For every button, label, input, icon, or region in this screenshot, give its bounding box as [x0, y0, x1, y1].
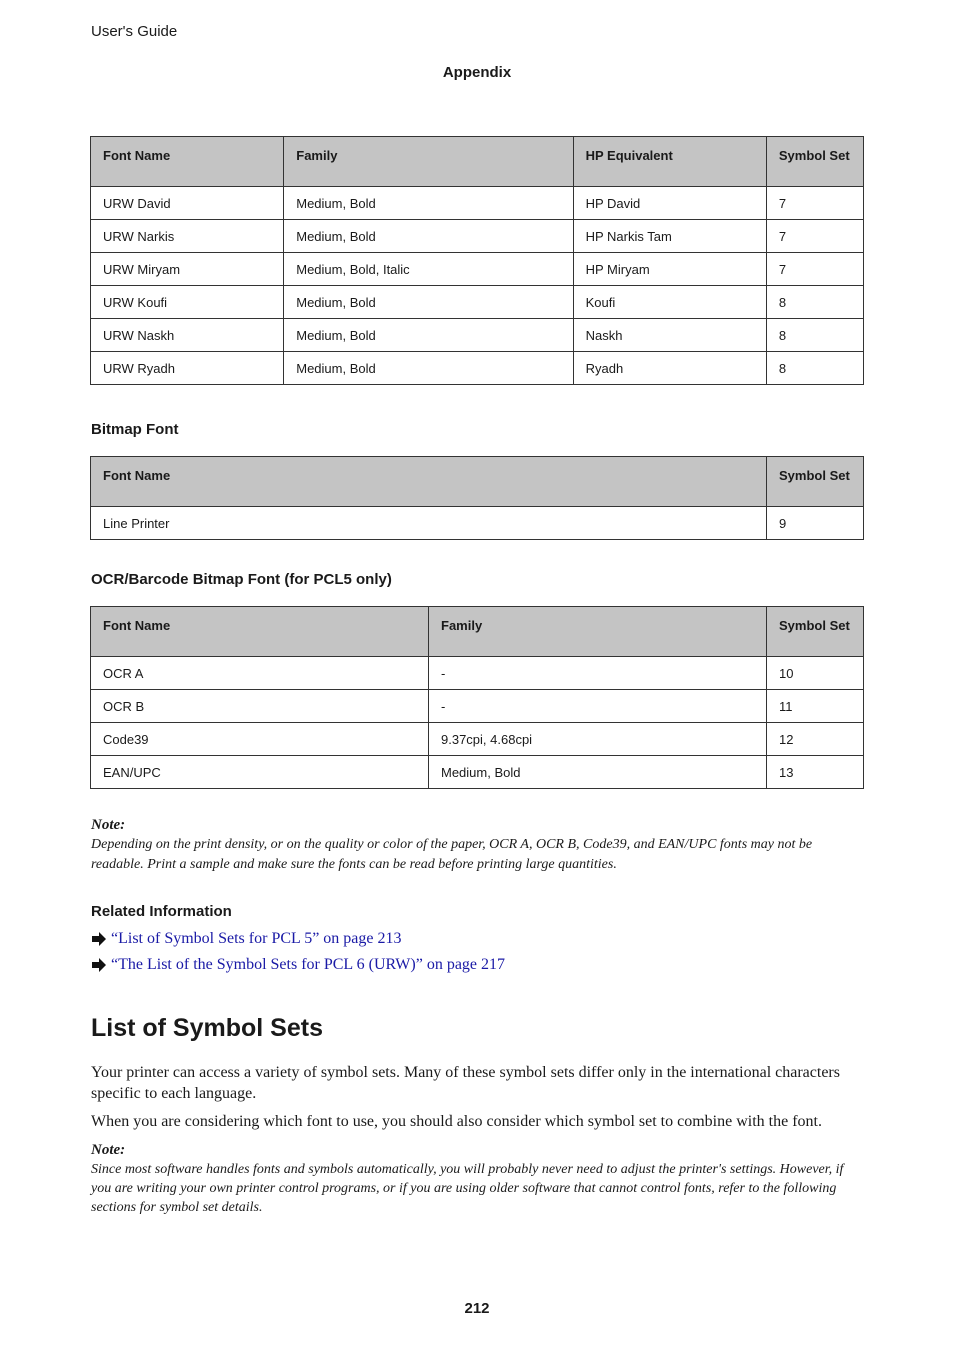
- cell: OCR B: [91, 690, 429, 723]
- page-title: List of Symbol Sets: [91, 1014, 323, 1042]
- font-table-bitmap: [90, 456, 864, 540]
- note-label: Note:: [91, 1142, 126, 1158]
- note-text: Since most software handles fonts and symbols automatically, you will probably never need to adjust the printer's settings. However, if you are writing your own printer control programs, or if you are using older software that cannot control fonts, refer to the following sections for symbol set details.: [91, 1162, 844, 1215]
- section-header: Appendix: [442, 64, 512, 81]
- cell: 12: [767, 723, 864, 756]
- cell: Medium, Bold: [284, 319, 573, 352]
- col-family: Family: [284, 137, 573, 187]
- col-font-name: Font Name: [91, 607, 429, 657]
- cell: Code39: [91, 723, 429, 756]
- cell: 9: [767, 507, 864, 540]
- table-header-row: [91, 457, 864, 507]
- col-font-name: Font Name: [91, 457, 767, 507]
- cell: 7: [766, 253, 863, 286]
- cell: EAN/UPC: [91, 756, 429, 789]
- cell: HP David: [573, 187, 766, 220]
- cell: 13: [767, 756, 864, 789]
- table-row: [91, 253, 864, 286]
- font-table-ocr: [90, 606, 864, 789]
- cell: -: [429, 657, 767, 690]
- cell: URW Koufi: [91, 286, 284, 319]
- table-row: [91, 286, 864, 319]
- cell: OCR A: [91, 657, 429, 690]
- cell: Naskh: [573, 319, 766, 352]
- cell: Medium, Bold, Italic: [284, 253, 573, 286]
- col-hp-equivalent: HP Equivalent: [573, 137, 766, 187]
- arrow-right-icon: [91, 958, 107, 972]
- cell: Line Printer: [91, 507, 767, 540]
- cell: 8: [766, 319, 863, 352]
- col-symbol-set: Symbol Set: [767, 607, 864, 657]
- link-pcl5-symbol-sets[interactable]: “List of Symbol Sets for PCL 5” on page 213: [111, 930, 402, 947]
- table-row: [91, 319, 864, 352]
- table-row: [91, 657, 864, 690]
- col-font-name: Font Name: [91, 137, 284, 187]
- table-header-row: [91, 607, 864, 657]
- related-link-row[interactable]: [91, 956, 505, 974]
- cell: 9.37cpi, 4.68cpi: [429, 723, 767, 756]
- col-symbol-set: Symbol Set: [766, 137, 863, 187]
- cell: 11: [767, 690, 864, 723]
- cell: 10: [767, 657, 864, 690]
- cell: HP Miryam: [573, 253, 766, 286]
- paragraph: Your printer can access a variety of symbol sets. Many of these symbol sets differ only in the international characters specific to each language.: [91, 1064, 840, 1102]
- col-symbol-set: Symbol Set: [767, 457, 864, 507]
- note-text: Depending on the print density, or on the quality or color of the paper, OCR A, OCR B, Code39, and EAN/UPC fonts may not be readable. Print a sample and make sure the fonts can be read before printing large quantities.: [91, 837, 813, 872]
- table-row: [91, 723, 864, 756]
- running-header: User's Guide: [91, 23, 178, 40]
- note-label: Note:: [91, 817, 126, 833]
- ocr-font-heading: OCR/Barcode Bitmap Font (for PCL5 only): [91, 571, 392, 588]
- cell: Ryadh: [573, 352, 766, 385]
- table-row: [91, 690, 864, 723]
- table-row: [91, 187, 864, 220]
- cell: 7: [766, 187, 863, 220]
- cell: URW Miryam: [91, 253, 284, 286]
- col-family: Family: [429, 607, 767, 657]
- cell: 8: [766, 286, 863, 319]
- cell: URW Naskh: [91, 319, 284, 352]
- cell: Medium, Bold: [284, 220, 573, 253]
- cell: URW Narkis: [91, 220, 284, 253]
- cell: URW Ryadh: [91, 352, 284, 385]
- page-number: 212: [464, 1300, 490, 1317]
- cell: URW David: [91, 187, 284, 220]
- table-header-row: [91, 137, 864, 187]
- cell: -: [429, 690, 767, 723]
- link-pcl6-symbol-sets[interactable]: “The List of the Symbol Sets for PCL 6 (URW)” on page 217: [111, 956, 506, 973]
- cell: Medium, Bold: [284, 286, 573, 319]
- related-link-row[interactable]: [91, 930, 402, 948]
- font-table-urw: [90, 136, 864, 385]
- cell: Medium, Bold: [284, 352, 573, 385]
- paragraph: When you are considering which font to use, you should also consider which symbol set to combine with the font.: [91, 1113, 822, 1130]
- table-row: [91, 756, 864, 789]
- bitmap-font-heading: Bitmap Font: [91, 421, 179, 438]
- cell: Medium, Bold: [429, 756, 767, 789]
- cell: HP Narkis Tam: [573, 220, 766, 253]
- cell: 8: [766, 352, 863, 385]
- cell: Koufi: [573, 286, 766, 319]
- related-information-heading: Related Information: [91, 903, 232, 920]
- table-row: [91, 352, 864, 385]
- cell: Medium, Bold: [284, 187, 573, 220]
- cell: 7: [766, 220, 863, 253]
- table-row: [91, 220, 864, 253]
- table-row: [91, 507, 864, 540]
- arrow-right-icon: [91, 932, 107, 946]
